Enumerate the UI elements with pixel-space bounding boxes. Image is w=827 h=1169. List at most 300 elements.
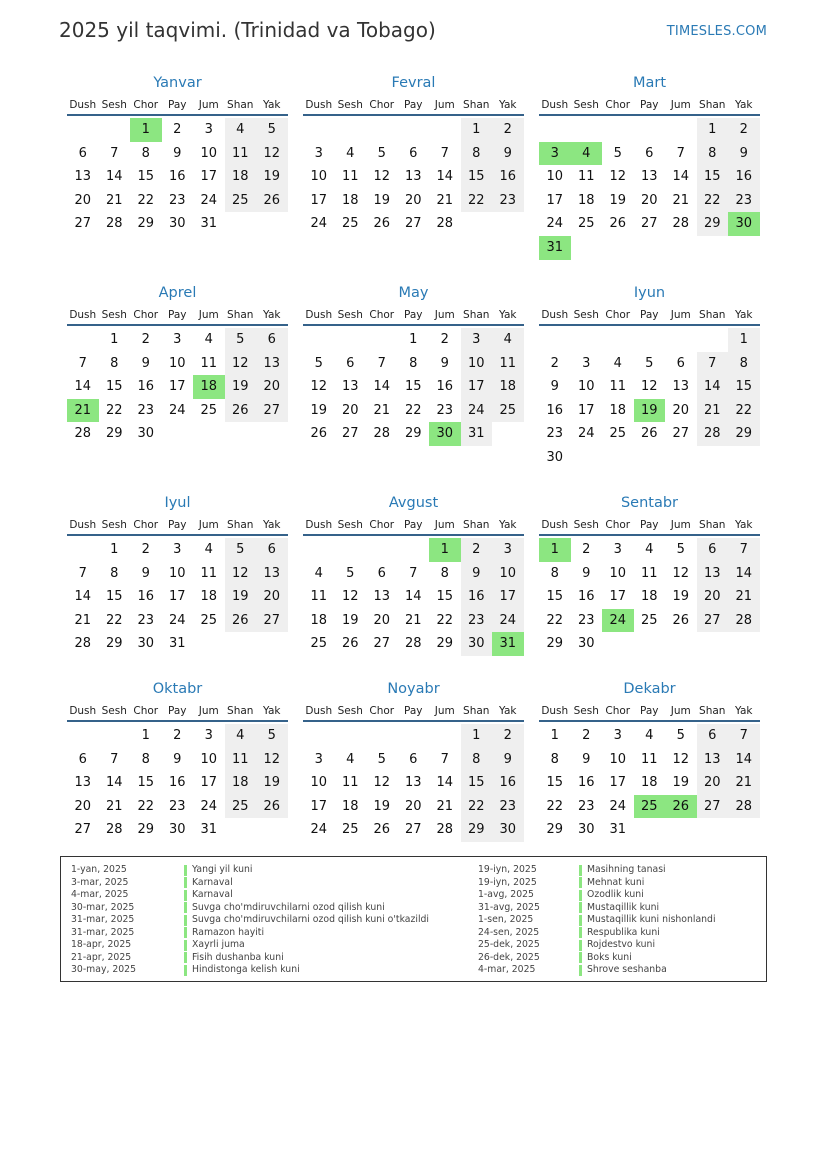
day-cell[interactable]: 23	[728, 189, 760, 213]
brand-link[interactable]: TIMESLES.COM	[666, 24, 767, 39]
day-cell[interactable]: 30	[137, 636, 155, 652]
day-cell[interactable]: 19	[256, 165, 288, 189]
day-cell[interactable]: 27	[672, 426, 690, 442]
day-cell[interactable]: 17	[461, 375, 493, 399]
day-cell[interactable]: 14	[728, 748, 760, 772]
day-cell[interactable]: 3	[204, 728, 213, 743]
day-cell[interactable]: 11	[225, 142, 257, 166]
day-cell[interactable]: 20	[74, 798, 92, 814]
day-cell[interactable]: 12	[256, 748, 288, 772]
day-cell[interactable]: 17	[609, 589, 627, 605]
day-cell[interactable]: 31	[200, 822, 218, 838]
day-cell[interactable]: 16	[168, 169, 186, 185]
holiday-day-cell[interactable]: 1	[539, 538, 571, 562]
day-cell[interactable]: 5	[225, 538, 257, 562]
day-cell[interactable]: 19	[310, 402, 328, 418]
day-cell[interactable]: 27	[256, 399, 288, 423]
day-cell[interactable]: 17	[310, 798, 328, 814]
day-cell[interactable]: 9	[728, 142, 760, 166]
day-cell[interactable]: 4	[314, 565, 323, 581]
day-cell[interactable]: 27	[404, 822, 422, 838]
day-cell[interactable]: 5	[377, 145, 386, 161]
day-cell[interactable]: 23	[577, 612, 595, 628]
day-cell[interactable]: 14	[404, 589, 422, 605]
day-cell[interactable]: 20	[640, 192, 658, 208]
day-cell[interactable]: 4	[645, 728, 654, 743]
day-cell[interactable]: 21	[105, 192, 123, 208]
day-cell[interactable]: 30	[461, 632, 493, 656]
day-cell[interactable]: 24	[546, 216, 564, 232]
day-cell[interactable]: 10	[200, 145, 218, 161]
day-cell[interactable]: 17	[310, 192, 328, 208]
day-cell[interactable]: 28	[672, 216, 690, 232]
day-cell[interactable]: 6	[645, 145, 654, 161]
day-cell[interactable]: 2	[492, 724, 524, 748]
day-cell[interactable]: 9	[173, 145, 182, 161]
day-cell[interactable]: 7	[377, 355, 386, 371]
holiday-day-cell[interactable]: 21	[67, 399, 99, 423]
day-cell[interactable]: 27	[256, 609, 288, 633]
day-cell[interactable]: 11	[492, 352, 524, 376]
day-cell[interactable]: 25	[225, 189, 257, 213]
day-cell[interactable]: 15	[697, 165, 729, 189]
day-cell[interactable]: 2	[173, 728, 182, 743]
day-cell[interactable]: 20	[404, 192, 422, 208]
day-cell[interactable]: 4	[492, 328, 524, 352]
day-cell[interactable]: 20	[256, 585, 288, 609]
day-cell[interactable]: 9	[492, 142, 524, 166]
day-cell[interactable]: 9	[141, 355, 150, 371]
day-cell[interactable]: 21	[728, 585, 760, 609]
day-cell[interactable]: 14	[74, 379, 92, 395]
day-cell[interactable]: 13	[404, 169, 422, 185]
day-cell[interactable]: 15	[461, 165, 493, 189]
day-cell[interactable]: 20	[341, 402, 359, 418]
day-cell[interactable]: 7	[78, 355, 87, 371]
day-cell[interactable]: 14	[436, 169, 454, 185]
holiday-day-cell[interactable]: 30	[728, 212, 760, 236]
holiday-day-cell[interactable]: 18	[193, 375, 225, 399]
day-cell[interactable]: 1	[409, 332, 418, 347]
day-cell[interactable]: 8	[550, 751, 559, 767]
day-cell[interactable]: 10	[609, 751, 627, 767]
day-cell[interactable]: 28	[105, 216, 123, 232]
day-cell[interactable]: 2	[550, 355, 559, 371]
day-cell[interactable]: 5	[613, 145, 622, 161]
day-cell[interactable]: 11	[200, 355, 218, 371]
holiday-day-cell[interactable]: 24	[602, 609, 634, 633]
day-cell[interactable]: 7	[440, 145, 449, 161]
day-cell[interactable]: 2	[461, 538, 493, 562]
day-cell[interactable]: 1	[697, 118, 729, 142]
day-cell[interactable]: 12	[256, 142, 288, 166]
day-cell[interactable]: 23	[168, 798, 186, 814]
holiday-day-cell[interactable]: 26	[665, 795, 697, 819]
day-cell[interactable]: 18	[341, 192, 359, 208]
day-cell[interactable]: 5	[676, 728, 685, 743]
day-cell[interactable]: 5	[225, 328, 257, 352]
day-cell[interactable]: 15	[461, 771, 493, 795]
day-cell[interactable]: 29	[461, 818, 493, 842]
day-cell[interactable]: 19	[672, 589, 690, 605]
day-cell[interactable]: 23	[137, 612, 155, 628]
day-cell[interactable]: 4	[204, 542, 213, 557]
day-cell[interactable]: 27	[74, 822, 92, 838]
day-cell[interactable]: 3	[173, 542, 182, 557]
day-cell[interactable]: 2	[173, 122, 182, 137]
day-cell[interactable]: 10	[200, 751, 218, 767]
day-cell[interactable]: 26	[609, 216, 627, 232]
day-cell[interactable]: 27	[640, 216, 658, 232]
day-cell[interactable]: 8	[461, 748, 493, 772]
holiday-day-cell[interactable]: 4	[571, 142, 603, 166]
day-cell[interactable]: 17	[546, 192, 564, 208]
day-cell[interactable]: 23	[137, 402, 155, 418]
day-cell[interactable]: 26	[373, 216, 391, 232]
day-cell[interactable]: 30	[577, 636, 595, 652]
holiday-day-cell[interactable]: 1	[429, 538, 461, 562]
day-cell[interactable]: 24	[461, 399, 493, 423]
day-cell[interactable]: 16	[436, 379, 454, 395]
day-cell[interactable]: 8	[110, 565, 119, 581]
day-cell[interactable]: 6	[409, 145, 418, 161]
day-cell[interactable]: 26	[310, 426, 328, 442]
day-cell[interactable]: 28	[436, 216, 454, 232]
day-cell[interactable]: 25	[492, 399, 524, 423]
day-cell[interactable]: 11	[225, 748, 257, 772]
day-cell[interactable]: 15	[105, 379, 123, 395]
day-cell[interactable]: 8	[440, 565, 449, 581]
day-cell[interactable]: 6	[78, 145, 87, 161]
day-cell[interactable]: 4	[645, 542, 654, 557]
day-cell[interactable]: 6	[256, 328, 288, 352]
day-cell[interactable]: 12	[225, 352, 257, 376]
day-cell[interactable]: 8	[728, 352, 760, 376]
day-cell[interactable]: 19	[225, 375, 257, 399]
day-cell[interactable]: 5	[256, 724, 288, 748]
day-cell[interactable]: 9	[141, 565, 150, 581]
day-cell[interactable]: 3	[204, 122, 213, 137]
day-cell[interactable]: 3	[582, 355, 591, 371]
day-cell[interactable]: 2	[492, 118, 524, 142]
day-cell[interactable]: 25	[200, 402, 218, 418]
day-cell[interactable]: 11	[310, 589, 328, 605]
day-cell[interactable]: 29	[137, 822, 155, 838]
day-cell[interactable]: 31	[461, 422, 493, 446]
day-cell[interactable]: 21	[672, 192, 690, 208]
day-cell[interactable]: 25	[577, 216, 595, 232]
day-cell[interactable]: 11	[200, 565, 218, 581]
day-cell[interactable]: 2	[582, 542, 591, 557]
day-cell[interactable]: 18	[310, 612, 328, 628]
day-cell[interactable]: 22	[137, 798, 155, 814]
day-cell[interactable]: 19	[373, 798, 391, 814]
day-cell[interactable]: 19	[609, 192, 627, 208]
day-cell[interactable]: 14	[697, 375, 729, 399]
day-cell[interactable]: 22	[105, 612, 123, 628]
day-cell[interactable]: 21	[373, 402, 391, 418]
day-cell[interactable]: 21	[436, 192, 454, 208]
day-cell[interactable]: 5	[256, 118, 288, 142]
day-cell[interactable]: 2	[728, 118, 760, 142]
day-cell[interactable]: 29	[105, 636, 123, 652]
day-cell[interactable]: 19	[225, 585, 257, 609]
day-cell[interactable]: 9	[440, 355, 449, 371]
day-cell[interactable]: 6	[256, 538, 288, 562]
day-cell[interactable]: 9	[492, 748, 524, 772]
day-cell[interactable]: 21	[105, 798, 123, 814]
day-cell[interactable]: 12	[373, 169, 391, 185]
day-cell[interactable]: 24	[200, 798, 218, 814]
day-cell[interactable]: 22	[436, 612, 454, 628]
day-cell[interactable]: 24	[168, 612, 186, 628]
day-cell[interactable]: 30	[492, 818, 524, 842]
day-cell[interactable]: 29	[404, 426, 422, 442]
day-cell[interactable]: 26	[256, 189, 288, 213]
day-cell[interactable]: 22	[461, 189, 493, 213]
day-cell[interactable]: 28	[728, 795, 760, 819]
day-cell[interactable]: 21	[436, 798, 454, 814]
day-cell[interactable]: 14	[672, 169, 690, 185]
day-cell[interactable]: 3	[613, 542, 622, 557]
day-cell[interactable]: 15	[137, 169, 155, 185]
day-cell[interactable]: 2	[141, 542, 150, 557]
day-cell[interactable]: 11	[577, 169, 595, 185]
day-cell[interactable]: 9	[461, 562, 493, 586]
day-cell[interactable]: 24	[492, 609, 524, 633]
day-cell[interactable]: 11	[640, 565, 658, 581]
day-cell[interactable]: 18	[640, 589, 658, 605]
day-cell[interactable]: 5	[377, 751, 386, 767]
day-cell[interactable]: 6	[676, 355, 685, 371]
day-cell[interactable]: 27	[74, 216, 92, 232]
day-cell[interactable]: 14	[436, 775, 454, 791]
day-cell[interactable]: 18	[577, 192, 595, 208]
day-cell[interactable]: 25	[310, 636, 328, 652]
day-cell[interactable]: 9	[582, 751, 591, 767]
day-cell[interactable]: 23	[168, 192, 186, 208]
day-cell[interactable]: 4	[346, 145, 355, 161]
day-cell[interactable]: 28	[105, 822, 123, 838]
day-cell[interactable]: 10	[609, 565, 627, 581]
day-cell[interactable]: 29	[697, 212, 729, 236]
day-cell[interactable]: 6	[377, 565, 386, 581]
day-cell[interactable]: 16	[168, 775, 186, 791]
day-cell[interactable]: 15	[404, 379, 422, 395]
day-cell[interactable]: 15	[105, 589, 123, 605]
day-cell[interactable]: 27	[404, 216, 422, 232]
day-cell[interactable]: 13	[74, 775, 92, 791]
day-cell[interactable]: 7	[697, 352, 729, 376]
day-cell[interactable]: 27	[697, 609, 729, 633]
day-cell[interactable]: 30	[546, 449, 564, 465]
day-cell[interactable]: 4	[204, 332, 213, 347]
day-cell[interactable]: 8	[110, 355, 119, 371]
day-cell[interactable]: 21	[74, 612, 92, 628]
day-cell[interactable]: 24	[200, 192, 218, 208]
day-cell[interactable]: 6	[346, 355, 355, 371]
day-cell[interactable]: 20	[373, 612, 391, 628]
day-cell[interactable]: 10	[461, 352, 493, 376]
day-cell[interactable]: 30	[137, 426, 155, 442]
day-cell[interactable]: 1	[461, 118, 493, 142]
day-cell[interactable]: 18	[200, 589, 218, 605]
day-cell[interactable]: 19	[256, 771, 288, 795]
day-cell[interactable]: 3	[492, 538, 524, 562]
day-cell[interactable]: 24	[609, 798, 627, 814]
day-cell[interactable]: 26	[640, 426, 658, 442]
day-cell[interactable]: 28	[74, 636, 92, 652]
day-cell[interactable]: 16	[137, 589, 155, 605]
day-cell[interactable]: 13	[373, 589, 391, 605]
day-cell[interactable]: 3	[613, 728, 622, 743]
day-cell[interactable]: 17	[492, 585, 524, 609]
day-cell[interactable]: 30	[577, 822, 595, 838]
day-cell[interactable]: 10	[168, 565, 186, 581]
day-cell[interactable]: 1	[728, 328, 760, 352]
day-cell[interactable]: 13	[404, 775, 422, 791]
day-cell[interactable]: 8	[141, 145, 150, 161]
day-cell[interactable]: 22	[697, 189, 729, 213]
day-cell[interactable]: 31	[168, 636, 186, 652]
day-cell[interactable]: 26	[225, 609, 257, 633]
day-cell[interactable]: 11	[640, 751, 658, 767]
day-cell[interactable]: 22	[728, 399, 760, 423]
day-cell[interactable]: 3	[173, 332, 182, 347]
day-cell[interactable]: 15	[546, 775, 564, 791]
day-cell[interactable]: 10	[310, 775, 328, 791]
day-cell[interactable]: 4	[613, 355, 622, 371]
day-cell[interactable]: 9	[582, 565, 591, 581]
day-cell[interactable]: 8	[409, 355, 418, 371]
day-cell[interactable]: 13	[256, 562, 288, 586]
day-cell[interactable]: 25	[200, 612, 218, 628]
day-cell[interactable]: 21	[697, 399, 729, 423]
day-cell[interactable]: 23	[492, 795, 524, 819]
day-cell[interactable]: 20	[697, 585, 729, 609]
day-cell[interactable]: 1	[461, 724, 493, 748]
day-cell[interactable]: 3	[314, 145, 323, 161]
day-cell[interactable]: 6	[78, 751, 87, 767]
day-cell[interactable]: 20	[256, 375, 288, 399]
day-cell[interactable]: 5	[314, 355, 323, 371]
day-cell[interactable]: 2	[141, 332, 150, 347]
holiday-day-cell[interactable]: 30	[429, 422, 461, 446]
day-cell[interactable]: 26	[256, 795, 288, 819]
day-cell[interactable]: 22	[105, 402, 123, 418]
day-cell[interactable]: 13	[256, 352, 288, 376]
day-cell[interactable]: 2	[582, 728, 591, 743]
day-cell[interactable]: 29	[436, 636, 454, 652]
day-cell[interactable]: 16	[546, 402, 564, 418]
day-cell[interactable]: 24	[577, 426, 595, 442]
day-cell[interactable]: 3	[461, 328, 493, 352]
day-cell[interactable]: 16	[728, 165, 760, 189]
day-cell[interactable]: 16	[492, 771, 524, 795]
day-cell[interactable]: 10	[546, 169, 564, 185]
day-cell[interactable]: 17	[200, 775, 218, 791]
day-cell[interactable]: 17	[168, 589, 186, 605]
day-cell[interactable]: 5	[645, 355, 654, 371]
day-cell[interactable]: 17	[200, 169, 218, 185]
day-cell[interactable]: 20	[697, 771, 729, 795]
day-cell[interactable]: 8	[461, 142, 493, 166]
day-cell[interactable]: 4	[225, 724, 257, 748]
day-cell[interactable]: 18	[640, 775, 658, 791]
day-cell[interactable]: 7	[78, 565, 87, 581]
holiday-day-cell[interactable]: 31	[539, 236, 571, 260]
day-cell[interactable]: 22	[137, 192, 155, 208]
day-cell[interactable]: 13	[697, 562, 729, 586]
day-cell[interactable]: 29	[546, 822, 564, 838]
day-cell[interactable]: 24	[168, 402, 186, 418]
day-cell[interactable]: 11	[341, 169, 359, 185]
day-cell[interactable]: 9	[173, 751, 182, 767]
day-cell[interactable]: 29	[137, 216, 155, 232]
day-cell[interactable]: 17	[577, 402, 595, 418]
day-cell[interactable]: 28	[404, 636, 422, 652]
day-cell[interactable]: 11	[341, 775, 359, 791]
day-cell[interactable]: 18	[225, 165, 257, 189]
day-cell[interactable]: 21	[404, 612, 422, 628]
day-cell[interactable]: 18	[609, 402, 627, 418]
day-cell[interactable]: 9	[550, 379, 559, 395]
day-cell[interactable]: 22	[546, 612, 564, 628]
day-cell[interactable]: 10	[168, 355, 186, 371]
day-cell[interactable]: 21	[728, 771, 760, 795]
day-cell[interactable]: 20	[672, 402, 690, 418]
day-cell[interactable]: 15	[436, 589, 454, 605]
day-cell[interactable]: 2	[440, 332, 449, 347]
holiday-day-cell[interactable]: 1	[130, 118, 162, 142]
day-cell[interactable]: 23	[546, 426, 564, 442]
day-cell[interactable]: 20	[74, 192, 92, 208]
day-cell[interactable]: 26	[373, 822, 391, 838]
day-cell[interactable]: 14	[728, 562, 760, 586]
day-cell[interactable]: 14	[373, 379, 391, 395]
day-cell[interactable]: 27	[373, 636, 391, 652]
day-cell[interactable]: 15	[137, 775, 155, 791]
day-cell[interactable]: 5	[346, 565, 355, 581]
day-cell[interactable]: 28	[436, 822, 454, 838]
day-cell[interactable]: 7	[440, 751, 449, 767]
day-cell[interactable]: 25	[640, 612, 658, 628]
day-cell[interactable]: 18	[225, 771, 257, 795]
day-cell[interactable]: 6	[697, 538, 729, 562]
day-cell[interactable]: 12	[609, 169, 627, 185]
day-cell[interactable]: 30	[168, 822, 186, 838]
day-cell[interactable]: 12	[672, 751, 690, 767]
day-cell[interactable]: 22	[461, 795, 493, 819]
day-cell[interactable]: 3	[314, 751, 323, 767]
day-cell[interactable]: 6	[697, 724, 729, 748]
day-cell[interactable]: 17	[168, 379, 186, 395]
day-cell[interactable]: 30	[168, 216, 186, 232]
holiday-day-cell[interactable]: 25	[634, 795, 666, 819]
day-cell[interactable]: 7	[110, 145, 119, 161]
day-cell[interactable]: 8	[141, 751, 150, 767]
day-cell[interactable]: 19	[373, 192, 391, 208]
day-cell[interactable]: 16	[137, 379, 155, 395]
day-cell[interactable]: 25	[341, 822, 359, 838]
day-cell[interactable]: 6	[409, 751, 418, 767]
day-cell[interactable]: 17	[609, 775, 627, 791]
day-cell[interactable]: 19	[672, 775, 690, 791]
day-cell[interactable]: 12	[341, 589, 359, 605]
day-cell[interactable]: 1	[110, 332, 119, 347]
day-cell[interactable]: 20	[404, 798, 422, 814]
day-cell[interactable]: 10	[577, 379, 595, 395]
